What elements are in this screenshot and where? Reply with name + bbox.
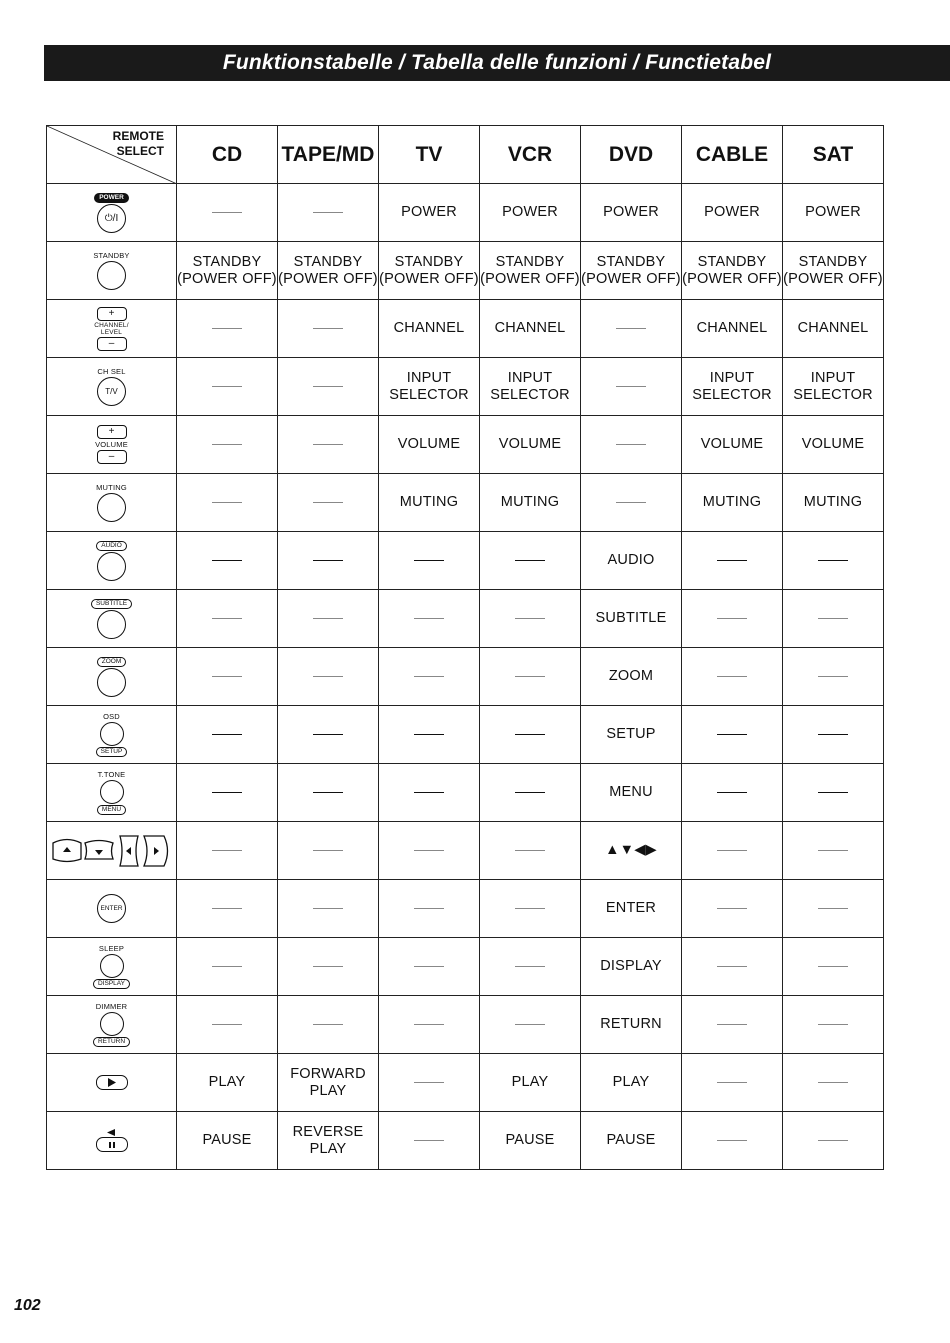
muting-button-icon — [47, 474, 177, 532]
empty-dash — [212, 908, 242, 909]
button-tag: POWER — [94, 193, 129, 203]
empty-dash — [717, 1140, 747, 1141]
table-cell: MUTING — [480, 474, 581, 532]
table-cell: VOLUME — [480, 416, 581, 474]
empty-dash — [313, 734, 343, 735]
table-cell — [783, 590, 884, 648]
table-cell — [278, 532, 379, 590]
table-cell: CHANNEL — [480, 300, 581, 358]
table-cell — [177, 880, 278, 938]
table-cell: CHANNEL — [783, 300, 884, 358]
empty-dash — [414, 850, 444, 851]
table-cell — [783, 1112, 884, 1170]
table-cell — [177, 822, 278, 880]
empty-dash — [212, 212, 242, 213]
table-cell: AUDIO — [581, 532, 682, 590]
empty-dash — [818, 792, 848, 793]
table-cell: STANDBY (POWER OFF) — [581, 242, 682, 300]
power-symbol: ⏻/I — [104, 212, 119, 224]
empty-dash — [414, 908, 444, 909]
table-cell: ZOOM — [581, 648, 682, 706]
empty-dash — [717, 676, 747, 677]
corner-cell — [47, 126, 177, 184]
table-cell — [278, 300, 379, 358]
button-tag: MENU — [97, 805, 126, 815]
remote-label: REMOTE — [112, 129, 164, 143]
pause-button — [96, 1137, 128, 1152]
empty-dash — [313, 502, 343, 503]
table-cell: PAUSE — [480, 1112, 581, 1170]
table-cell: CHANNEL — [682, 300, 783, 358]
empty-dash — [414, 792, 444, 793]
table-cell — [783, 938, 884, 996]
table-cell — [682, 822, 783, 880]
table-cell: MUTING — [682, 474, 783, 532]
table-cell — [379, 1112, 480, 1170]
empty-dash — [313, 328, 343, 329]
plus-button: + — [97, 307, 127, 321]
table-cell — [177, 358, 278, 416]
table-row — [47, 1054, 884, 1112]
sleep-display-button-icon — [47, 938, 177, 996]
table-cell: VOLUME — [682, 416, 783, 474]
empty-dash — [414, 734, 444, 735]
table-row — [47, 474, 884, 532]
table-cell — [379, 648, 480, 706]
title-bar — [44, 45, 950, 81]
table-cell — [379, 822, 480, 880]
table-cell: ▲▼◀▶ — [581, 822, 682, 880]
table-cell: REVERSE PLAY — [278, 1112, 379, 1170]
empty-dash — [313, 618, 343, 619]
empty-dash — [313, 560, 343, 561]
empty-dash — [414, 618, 444, 619]
table-cell — [278, 474, 379, 532]
table-cell — [278, 184, 379, 242]
table-cell — [581, 358, 682, 416]
table-row — [47, 996, 884, 1054]
table-cell — [379, 764, 480, 822]
table-cell — [783, 648, 884, 706]
empty-dash — [818, 618, 848, 619]
empty-dash — [717, 1024, 747, 1025]
table-cell — [783, 996, 884, 1054]
empty-dash — [313, 792, 343, 793]
table-cell: MUTING — [379, 474, 480, 532]
empty-dash — [212, 966, 242, 967]
dimmer-return-button-icon — [47, 996, 177, 1054]
table-cell — [682, 706, 783, 764]
empty-dash — [818, 1082, 848, 1083]
page-number: 102 — [14, 1297, 41, 1314]
table-cell: STANDBY (POWER OFF) — [177, 242, 278, 300]
table-cell: INPUT SELECTOR — [783, 358, 884, 416]
table-cell: MENU — [581, 764, 682, 822]
button-tag: ZOOM — [97, 657, 127, 667]
ttone-menu-button-icon — [47, 764, 177, 822]
table-cell: MUTING — [783, 474, 884, 532]
table-cell — [278, 938, 379, 996]
table-cell — [379, 1054, 480, 1112]
button-label: SLEEP — [98, 944, 125, 953]
round-button — [97, 668, 126, 697]
table-row — [47, 300, 884, 358]
empty-dash — [414, 676, 444, 677]
empty-dash — [717, 908, 747, 909]
cursor-buttons-icon — [50, 834, 174, 868]
table-cell — [480, 590, 581, 648]
table-cell — [682, 938, 783, 996]
table-cell: INPUT SELECTOR — [379, 358, 480, 416]
button-tag: SUBTITLE — [91, 599, 132, 609]
table-cell: STANDBY (POWER OFF) — [480, 242, 581, 300]
table-cell — [278, 648, 379, 706]
table-cell — [177, 706, 278, 764]
empty-dash — [212, 1024, 242, 1025]
table-cell: SUBTITLE — [581, 590, 682, 648]
button-label: OSD — [103, 712, 120, 721]
empty-dash — [818, 966, 848, 967]
header-row — [47, 126, 884, 184]
table-cell — [480, 764, 581, 822]
table-cell: PAUSE — [177, 1112, 278, 1170]
empty-dash — [414, 1082, 444, 1083]
empty-dash — [515, 676, 545, 677]
empty-dash — [313, 850, 343, 851]
table-row — [47, 706, 884, 764]
col-header-cd: CD — [177, 126, 278, 184]
empty-dash — [313, 908, 343, 909]
table-cell — [480, 938, 581, 996]
col-header-vcr: VCR — [480, 126, 581, 184]
table-cell — [177, 590, 278, 648]
table-cell — [783, 822, 884, 880]
empty-dash — [818, 676, 848, 677]
table-cell: POWER — [581, 184, 682, 242]
empty-dash — [212, 444, 242, 445]
table-cell — [682, 880, 783, 938]
col-header-sat: SAT — [783, 126, 884, 184]
empty-dash — [717, 1082, 747, 1083]
table-cell — [379, 532, 480, 590]
empty-dash — [515, 792, 545, 793]
empty-dash — [818, 1024, 848, 1025]
empty-dash — [616, 386, 646, 387]
table-cell — [682, 648, 783, 706]
empty-dash — [515, 734, 545, 735]
table-cell — [581, 300, 682, 358]
empty-dash — [212, 734, 242, 735]
empty-dash — [212, 618, 242, 619]
table-row — [47, 938, 884, 996]
empty-dash — [515, 908, 545, 909]
volume-button-icon — [47, 416, 177, 474]
button-tag: DISPLAY — [93, 979, 130, 989]
empty-dash — [212, 502, 242, 503]
table-row — [47, 1112, 884, 1170]
channel-level-button-icon — [47, 300, 177, 358]
play-button — [96, 1075, 128, 1090]
table-cell — [480, 648, 581, 706]
table-cell — [278, 358, 379, 416]
table-cell: SETUP — [581, 706, 682, 764]
table-cell: POWER — [379, 184, 480, 242]
pause-button-icon — [47, 1112, 177, 1170]
table-cell — [581, 416, 682, 474]
table-cell — [480, 532, 581, 590]
empty-dash — [313, 676, 343, 677]
table-cell: DISPLAY — [581, 938, 682, 996]
empty-dash — [818, 560, 848, 561]
table-cell — [278, 880, 379, 938]
empty-dash — [515, 966, 545, 967]
empty-dash — [313, 212, 343, 213]
button-label: T.TONE — [97, 770, 126, 779]
table-cell: POWER — [783, 184, 884, 242]
table-cell: CHANNEL — [379, 300, 480, 358]
standby-button-icon — [47, 242, 177, 300]
table-cell: STANDBY (POWER OFF) — [379, 242, 480, 300]
round-button — [100, 780, 124, 804]
table-row — [47, 358, 884, 416]
table-row — [47, 532, 884, 590]
empty-dash — [313, 966, 343, 967]
table-cell: PAUSE — [581, 1112, 682, 1170]
table-cell — [581, 474, 682, 532]
enter-label: ENTER — [100, 905, 123, 912]
col-header-dvd: DVD — [581, 126, 682, 184]
table-cell: STANDBY (POWER OFF) — [783, 242, 884, 300]
table-cell — [783, 880, 884, 938]
tv-label: T/V — [105, 387, 118, 396]
table-row — [47, 880, 884, 938]
pause-icon — [108, 1141, 116, 1149]
table-cell — [278, 996, 379, 1054]
table-row — [47, 184, 884, 242]
empty-dash — [515, 618, 545, 619]
table-cell — [783, 532, 884, 590]
osd-setup-button-icon — [47, 706, 177, 764]
button-label: STANDBY — [93, 251, 130, 260]
table-cell: VOLUME — [379, 416, 480, 474]
round-button — [97, 610, 126, 639]
round-button — [100, 722, 124, 746]
table-cell: PLAY — [581, 1054, 682, 1112]
table-cell: INPUT SELECTOR — [480, 358, 581, 416]
table-cell — [682, 1054, 783, 1112]
subtitle-button-icon — [47, 590, 177, 648]
round-button — [97, 552, 126, 581]
select-label: SELECT — [116, 144, 164, 158]
empty-dash — [717, 966, 747, 967]
round-button — [100, 1012, 124, 1036]
zoom-button-icon — [47, 648, 177, 706]
table-cell: VOLUME — [783, 416, 884, 474]
play-button-icon — [47, 1054, 177, 1112]
button-label: CH SEL — [97, 367, 126, 376]
empty-dash — [616, 444, 646, 445]
table-cell — [177, 764, 278, 822]
enter-button-icon — [47, 880, 177, 938]
table-cell — [379, 590, 480, 648]
empty-dash — [818, 1140, 848, 1141]
table-row — [47, 764, 884, 822]
empty-dash — [616, 502, 646, 503]
empty-dash — [212, 850, 242, 851]
empty-dash — [414, 1140, 444, 1141]
col-header-tape-md: TAPE/MD — [278, 126, 379, 184]
button-tag: SETUP — [96, 747, 128, 757]
table-row — [47, 590, 884, 648]
empty-dash — [717, 560, 747, 561]
table-cell — [379, 880, 480, 938]
button-label: DIMMER — [95, 1002, 128, 1011]
empty-dash — [818, 908, 848, 909]
table-cell: ENTER — [581, 880, 682, 938]
audio-button-icon — [47, 532, 177, 590]
cursor-buttons-icon — [47, 822, 177, 880]
table-cell: STANDBY (POWER OFF) — [682, 242, 783, 300]
table-cell — [682, 764, 783, 822]
table-cell: RETURN — [581, 996, 682, 1054]
round-button — [97, 261, 126, 290]
play-icon — [107, 1078, 117, 1087]
table-cell — [177, 532, 278, 590]
table-cell — [177, 648, 278, 706]
round-button — [97, 493, 126, 522]
table-row — [47, 416, 884, 474]
table-cell — [278, 822, 379, 880]
empty-dash — [515, 1024, 545, 1025]
table-cell: PLAY — [177, 1054, 278, 1112]
empty-dash — [212, 792, 242, 793]
table-cell: PLAY — [480, 1054, 581, 1112]
table-cell — [682, 996, 783, 1054]
table-cell — [379, 938, 480, 996]
table-cell — [177, 416, 278, 474]
empty-dash — [818, 734, 848, 735]
empty-dash — [414, 560, 444, 561]
empty-dash — [515, 560, 545, 561]
empty-dash — [717, 792, 747, 793]
button-label: CHANNEL/ LEVEL — [94, 321, 129, 336]
table-cell — [278, 590, 379, 648]
empty-dash — [414, 1024, 444, 1025]
empty-dash — [717, 618, 747, 619]
table-cell — [379, 996, 480, 1054]
table-cell — [278, 706, 379, 764]
empty-dash — [212, 328, 242, 329]
table-cell: POWER — [682, 184, 783, 242]
empty-dash — [717, 734, 747, 735]
button-tag: AUDIO — [96, 541, 127, 551]
round-button — [97, 894, 126, 923]
table-cell: INPUT SELECTOR — [682, 358, 783, 416]
function-table — [46, 125, 884, 1170]
table-cell — [783, 764, 884, 822]
table-cell: STANDBY (POWER OFF) — [278, 242, 379, 300]
table-cell — [682, 590, 783, 648]
round-button — [97, 204, 126, 233]
table-cell — [783, 1054, 884, 1112]
empty-dash — [212, 386, 242, 387]
empty-dash — [515, 850, 545, 851]
table-cell — [682, 1112, 783, 1170]
table-cell — [278, 416, 379, 474]
minus-button: – — [97, 337, 127, 351]
table-row — [47, 822, 884, 880]
empty-dash — [313, 386, 343, 387]
table-cell — [278, 764, 379, 822]
minus-button: – — [97, 450, 127, 464]
button-label: MUTING — [96, 483, 127, 492]
empty-dash — [212, 560, 242, 561]
table-cell — [783, 706, 884, 764]
table-cell — [480, 822, 581, 880]
table-cell — [177, 996, 278, 1054]
table-cell — [480, 996, 581, 1054]
empty-dash — [414, 966, 444, 967]
button-label: VOLUME — [95, 440, 128, 449]
table-cell — [177, 474, 278, 532]
table-cell — [682, 532, 783, 590]
table-cell — [177, 184, 278, 242]
reverse-arrow-icon — [106, 1129, 118, 1136]
col-header-cable: CABLE — [682, 126, 783, 184]
round-button — [97, 377, 126, 406]
empty-dash — [818, 850, 848, 851]
table-cell — [177, 300, 278, 358]
table-cell — [480, 880, 581, 938]
table-cell — [379, 706, 480, 764]
page-title: Funktionstabelle / Tabella delle funzioni / Functietabel — [222, 51, 772, 74]
table-cell — [480, 706, 581, 764]
empty-dash — [616, 328, 646, 329]
table-row — [47, 648, 884, 706]
empty-dash — [717, 850, 747, 851]
empty-dash — [212, 676, 242, 677]
plus-button: + — [97, 425, 127, 439]
col-header-tv: TV — [379, 126, 480, 184]
table-cell: POWER — [480, 184, 581, 242]
round-button — [100, 954, 124, 978]
button-tag: RETURN — [93, 1037, 130, 1047]
table-cell: FORWARD PLAY — [278, 1054, 379, 1112]
power-button-icon — [47, 184, 177, 242]
empty-dash — [313, 1024, 343, 1025]
table-cell — [177, 938, 278, 996]
empty-dash — [313, 444, 343, 445]
ch-sel-button-icon — [47, 358, 177, 416]
table-row — [47, 242, 884, 300]
